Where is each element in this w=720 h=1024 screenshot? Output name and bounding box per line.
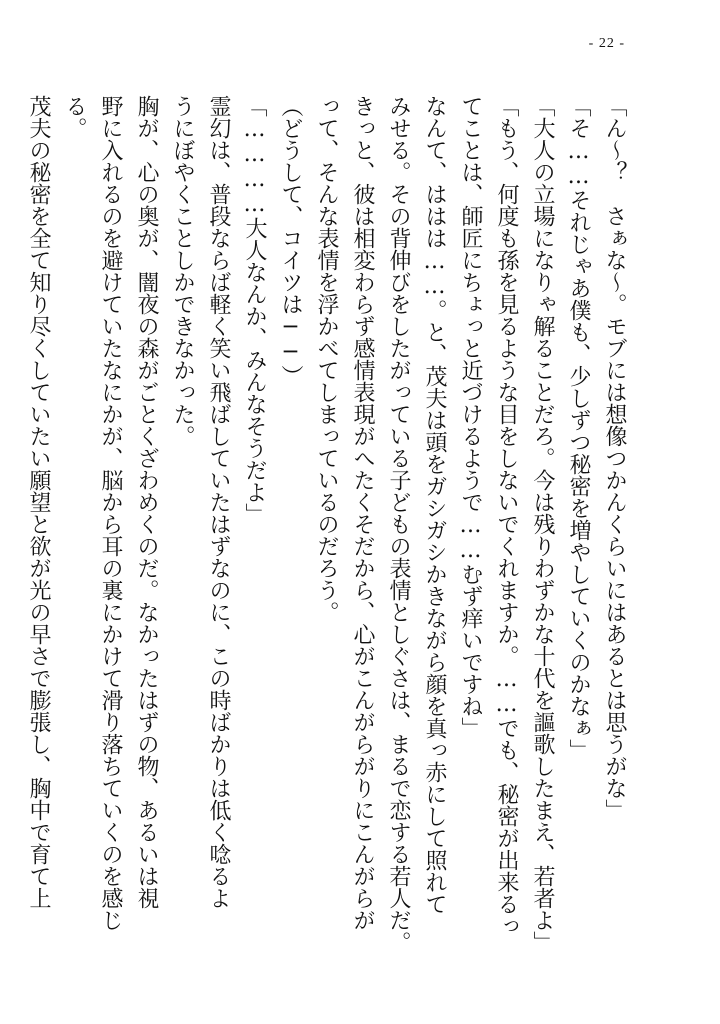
- text-line: 野に入れるのを避けていたなにかが、脳から耳の裏にかけて滑り落ちていくのを感じ: [98, 95, 123, 931]
- text-line: みせる。その背伸びをしたがっている子どもの表情としぐさは、まるで恋する若人だ。: [386, 95, 411, 953]
- text-line: 「ん〜？ さぁな〜。モブには想像つかんくらいにはあるとは思うがな」: [602, 95, 627, 821]
- text-line: 胸が、心の奥が、闇夜の森がごとくざわめくのだ。なかったはずの物、あるいは視: [134, 95, 159, 909]
- text-line: うにぼやくことしかできなかった。: [170, 95, 195, 447]
- text-line: って、そんな表情を浮かべてしまっているのだろう。: [314, 95, 339, 623]
- page-number: - 22 -: [588, 36, 625, 51]
- text-line: （どうして、コイツは──）: [278, 95, 303, 387]
- text-line: 霊幻は、普段ならば軽く笑い飛ばしていたはずなのに、この時ばかりは低く唸るよ: [206, 95, 231, 909]
- vertical-text-body: [26, 95, 632, 975]
- text-line: 「もう、何度も孫を見るような目をしないでくれますか。……でも、秘密が出来るっ: [494, 95, 519, 937]
- text-line: なんて、ははは……。と、茂夫は頭をガシガシかきながら顔を真っ赤にして照れて: [422, 95, 447, 915]
- text-line: てことは、師匠にちょっと近づけるようで……むず痒いですね」: [458, 95, 483, 739]
- text-line: 「そ……それじゃあ僕も、少しずつ秘密を増やしていくのかなぁ」: [566, 95, 591, 761]
- text-line: きっと、彼は相変わらず感情表現がへたくそだから、心がこんがらがりにこんがらが: [350, 95, 375, 931]
- text-line: 「大人の立場になりゃ解ることだろ。今は残りわずかな十代を謳歌したまえ、若者よ」: [530, 95, 555, 953]
- text-line: 茂夫の秘密を全て知り尽くしていたい願望と欲が光の早さで膨張し、胸中で育て上: [26, 95, 51, 909]
- text-line: 「…………大人なんか、みんなそうだよ」: [242, 95, 267, 525]
- text-line: る。: [62, 95, 87, 139]
